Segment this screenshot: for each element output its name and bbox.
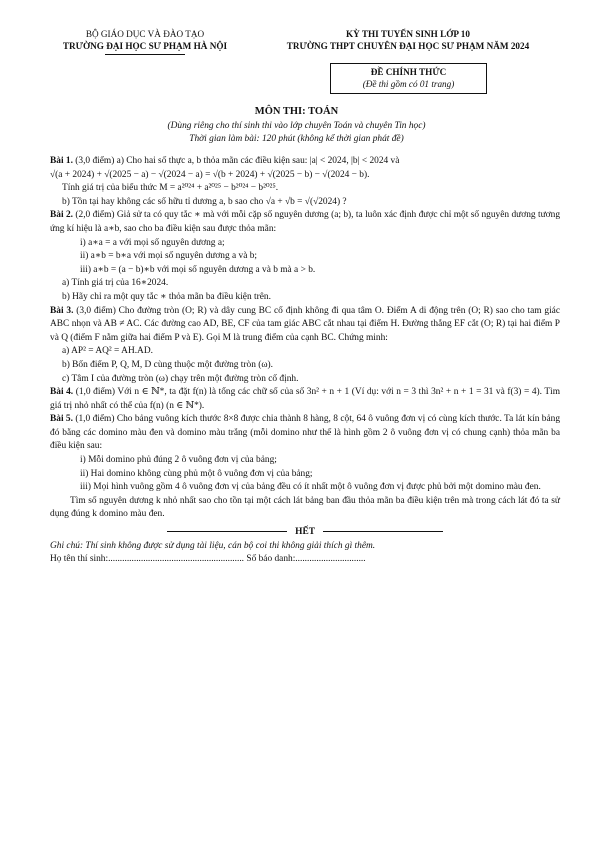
pages-note: (Đề thi gồm có 01 trang) (362, 79, 455, 89)
problem-4 (50, 386, 560, 413)
problem-3-label: Bài 3. (50, 305, 74, 316)
problem-3-line1: (3,0 điểm) Cho đường tròn (O; R) và dây cung BC cố định không đi qua tâm O. Điểm A di động trên (O; R) sao cho tam giác ABC nhọn và AB ≠ AC. Các đường cao AD, BE, CF của tam giác ABC cắt nhau tại điểm H. Đường thẳng EF cắt (O; R) tại hai điểm P và Q (điểm F nằm giữa hai điểm P và E). Gọi M là trung điểm của cạnh BC. Chứng minh: (50, 305, 560, 343)
problem-2-cond-ii: ii) a∗b = b∗a với mọi số nguyên dương a và b; (80, 251, 258, 262)
exam-content (50, 155, 560, 567)
header-right (258, 28, 558, 52)
problem-1 (50, 155, 560, 169)
ministry-name: BỘ GIÁO DỤC VÀ ĐÀO TẠO (85, 29, 205, 39)
problem-5-cond-ii: ii) Hai domino không cùng phủ một ô vuông đơn vị của bảng; (80, 468, 313, 479)
subject-note (0, 120, 593, 145)
problem-2-cond-iii: iii) a∗b = (a − b)∗b với mọi số nguyên dương a và b mà a > b. (80, 264, 316, 275)
problem-2-part-b: b) Hãy chỉ ra một quy tắc ∗ thỏa mãn ba điều kiện trên. (62, 291, 271, 302)
problem-3-part-b: b) Bốn điểm P, Q, M, D cùng thuộc một đường tròn (ω). (62, 359, 273, 370)
problem-2 (50, 209, 560, 236)
end-label: HẾT (295, 527, 315, 538)
subject-title: MÔN THI: TOÁN (254, 106, 339, 117)
end-marker (50, 526, 560, 540)
official-box (330, 63, 487, 94)
candidate-line: Họ tên thí sinh:.......................................................... Số báo danh:.............................. (50, 554, 366, 565)
problem-2-cond-i: i) a∗a = a với mọi số nguyên dương a; (80, 237, 225, 248)
problem-5-cond-iii: iii) Mọi hình vuông gồm 4 ô vuông đơn vị của bảng đều có ít nhất một ô vuông đơn vị được phủ bởi một domino màu đen. (80, 482, 541, 493)
problem-1-line2: √(a + 2024) + √(2025 − a) − √(2024 − a) = √(b + 2024) + √(2025 − b) − √(2024 − b). (50, 169, 370, 180)
official-label: ĐỀ CHÍNH THỨC (370, 67, 447, 77)
problem-2-label: Bài 2. (50, 210, 73, 221)
problem-5-line2: Tìm số nguyên dương k nhỏ nhất sao cho tồn tại một cách lát bảng ban đầu thỏa mãn ba điều kiện trên mà trong cách lát đó ta sử dụng đúng k domino màu đen. (50, 495, 560, 520)
problem-1-line3: Tính giá trị của biểu thức M = a²⁰²⁴ + a²⁰²⁵ − b²⁰²⁴ − b²⁰²⁵. (62, 183, 279, 194)
problem-5 (50, 413, 560, 454)
problem-1-line1: (3,0 điểm) a) Cho hai số thực a, b thỏa mãn các điều kiện sau: |a| < 2024, |b| < 2024 và (75, 156, 400, 166)
problem-4-label: Bài 4. (50, 387, 74, 398)
usage-note: (Dùng riêng cho thí sinh thi vào lớp chuyên Toán và chuyên Tin học) (167, 121, 426, 131)
university-name: TRƯỜNG ĐẠI HỌC SƯ PHẠM HÀ NỘI (62, 41, 228, 51)
header-left-rule (105, 54, 185, 55)
problem-5-label: Bài 5. (50, 414, 73, 425)
time-note: Thời gian làm bài: 120 phút (không kể thời gian phát đề) (189, 133, 404, 144)
school-name: TRƯỜNG THPT CHUYÊN ĐẠI HỌC SƯ PHẠM NĂM 2024 (286, 41, 530, 51)
problem-2-line1: (2,0 điểm) Giả sử ta có quy tắc ∗ mà với mỗi cặp số nguyên dương (a; b), ta luôn xác định được chỉ một số nguyên dương tương ứng kí hiệu là a∗b, sao cho ba điều kiện sau được thỏa mãn: (50, 210, 561, 234)
problem-2-part-a: a) Tính giá trị của 16∗2024. (62, 278, 169, 289)
exam-name: KỲ THI TUYỂN SINH LỚP 10 (346, 29, 470, 39)
problem-5-cond-i: i) Mỗi domino phủ đúng 2 ô vuông đơn vị của bảng; (80, 455, 277, 466)
problem-1-line4: b) Tồn tại hay không các số hữu tỉ dương a, b sao cho √a + √b = √(√2024) ? (62, 196, 347, 207)
problem-4-line1: (1,0 điểm) Với n ∈ ℕ*, ta đặt f(n) là tổng các chữ số của số 3n² + n + 1 (Ví dụ: với n = 3 thì 3n² + n + 1 = 31 và f(3) = 4). Tìm giá trị nhỏ nhất có thể của f(n) (n ∈ ℕ*). (50, 387, 561, 411)
problem-3-part-a: a) AP² = AQ² = AH.AD. (62, 346, 153, 357)
footer-note: Ghi chú: Thí sinh không được sử dụng tài liệu, cán bộ coi thi không giải thích gì thêm. (50, 540, 376, 551)
end-rule-left (167, 531, 287, 532)
problem-5-line1: (1,0 điểm) Cho bảng vuông kích thước 8×8 được chia thành 8 hàng, 8 cột, 64 ô vuông đơn vị có cùng kích thước. Ta lát kín bảng đó bằng các domino màu đen và domino màu trắng (mỗi domino như thế là hình gồm 2 ô vuông đơn vị có chung cạnh) thỏa mãn ba điều kiện sau: (50, 414, 561, 452)
problem-3 (50, 305, 560, 346)
header-left (50, 28, 240, 55)
problem-1-label: Bài 1. (50, 156, 73, 166)
end-rule-right (323, 531, 443, 532)
problem-3-part-c: c) Tâm I của đường tròn (ω) chạy trên một đường tròn cố định. (62, 373, 299, 384)
